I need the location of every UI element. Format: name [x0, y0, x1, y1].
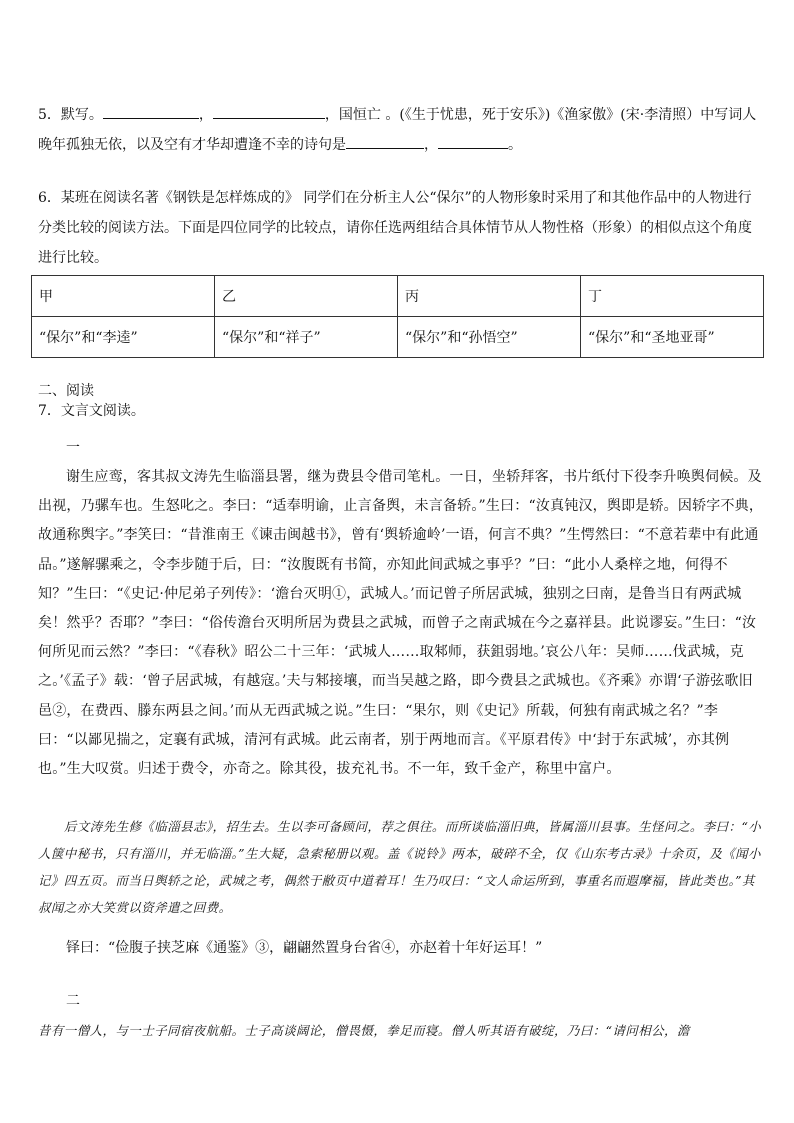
- table-header: 甲: [32, 276, 215, 317]
- passage-continuation: 后文涛先生修《临淄县志》，招生去。生以李可备顾问，荐之俱往。而所谈临淄旧典，皆属淄川县事。生怪问之。李曰：“小人箧中秘书，只有淄川，并无临淄。”生大疑，急索秘册以观。盖《说铃》两本，破碎不全，仅《山东考古录》十余页，及《闻小记》四五页。而当日舆轿之论，武城之考，偶然于敝页中道着耳！生乃叹曰：“文人命运所到，事重名而遐摩福，皆此类也。”其叔闻之亦大笑赏以资斧遣之回费。: [38, 819, 762, 915]
- period: 。: [508, 137, 522, 153]
- table-cell: “保尔”和“李逵”: [32, 317, 215, 358]
- table-row: [32, 317, 764, 358]
- classical-passage-2: 昔有一僧人，与一士子同宿夜航船。士子高谈阔论，僧畏慑，拳足而寝。僧人听其语有破绽，乃曰：“请问相公，澹: [38, 1023, 690, 1038]
- table-cell: “保尔”和“祥子”: [215, 317, 398, 358]
- section-title: 二、阅读: [38, 383, 94, 399]
- comma: ，: [198, 107, 213, 123]
- question-7: 7．文言文阅读。: [38, 403, 145, 419]
- answer-blank[interactable]: [103, 101, 199, 119]
- answer-blank[interactable]: [213, 101, 325, 119]
- part-marker-2: 二: [66, 993, 80, 1009]
- q5-text: ，国恒亡 。(《生于忧患，死于安乐》)《渔家傲》(宋·李清照）中写词人晚年孤独无依，以及空有才华却遭逢不幸的诗句是: [38, 107, 757, 153]
- comparison-table: [31, 275, 764, 358]
- table-cell: “保尔”和“圣地亚哥”: [581, 317, 764, 358]
- answer-blank[interactable]: [346, 131, 424, 149]
- table-cell: “保尔”和“孙悟空”: [398, 317, 581, 358]
- commentary: 铎曰：“俭腹子挟芝麻《通鉴》③，翩翩然置身台省④，亦赵着十年好运耳！”: [66, 940, 543, 956]
- table-header: 丁: [581, 276, 764, 317]
- answer-blank[interactable]: [438, 131, 508, 149]
- question-6: 6．某班在阅读名著《钢铁是怎样炼成的》 同学们在分析主人公“保尔”的人物形象时采用了和其他作品中的人物进行分类比较的阅读方法。下面是四位同学的比较点，请你任选两组结合具体情节从人物性格（形象）的相似点这个角度进行比较。: [38, 190, 752, 266]
- question-5: [38, 100, 764, 160]
- comma: ，: [424, 137, 438, 153]
- part-marker-1: 一: [66, 440, 80, 456]
- table-header: 丙: [398, 276, 581, 317]
- table-header-row: [32, 276, 764, 317]
- classical-passage-1: 谢生应鸾，客其叔文涛先生临淄县署，继为费县令借司笔札。一日，坐轿拜客，书片纸付下役李升唤舆伺候。及出视，乃骡车也。生怒叱之。李曰：“适奉明谕，止言备舆，未言备轿。”生曰：“汝真钝汉，舆即是轿。因轿字不典，故通称舆字。”李笑曰：“昔淮南王《谏击闽越书》，曾有‘舆轿逾岭’一语，何言不典？”生愕然曰：“不意若辈中有此通品。”遂解骡乘之，令李步随于后，曰：“汝腹既有书简，亦知此间武城之事乎？”曰：“此小人桑梓之地，何得不知？”生曰：“《史记·仲尼弟子列传》：‘澹台灭明①，武城人。’而记曾子所居武城，独别之曰南，是鲁当日有两武城矣！然乎？否耶？”李曰：“俗传澹台灭明所居为费县之武城，而曾子之南武城在今之嘉祥县。此说谬妄。”生曰：“汝何所见而云然？”李曰：“《春秋》昭公二十三年：‘武城人……取邾师，获鉏弱地。’哀公八年：吴师……伐武城，克之。’《孟子》载：‘曾子居武城，有越寇。’夫与邾接壤，而当吴越之路，即今费县之武城也。《齐乘》亦谓‘子游弦歌旧邑②，在费西、滕东两县之间。’而从无西武城之说。”生曰：“果尔，则《史记》所载，何独有南武城之名？”李曰：“以鄙见揣之，定襄有武城，清河有武城。此云南者，别于两地而言。《平原君传》中‘封于东武城’，亦其例也。”生大叹赏。归述于费令，亦奇之。除其役，拔充礼书。不一年，致千金产，称里中富户。: [38, 469, 764, 778]
- q5-prefix: 5．默写。: [38, 107, 103, 123]
- table-header: 乙: [215, 276, 398, 317]
